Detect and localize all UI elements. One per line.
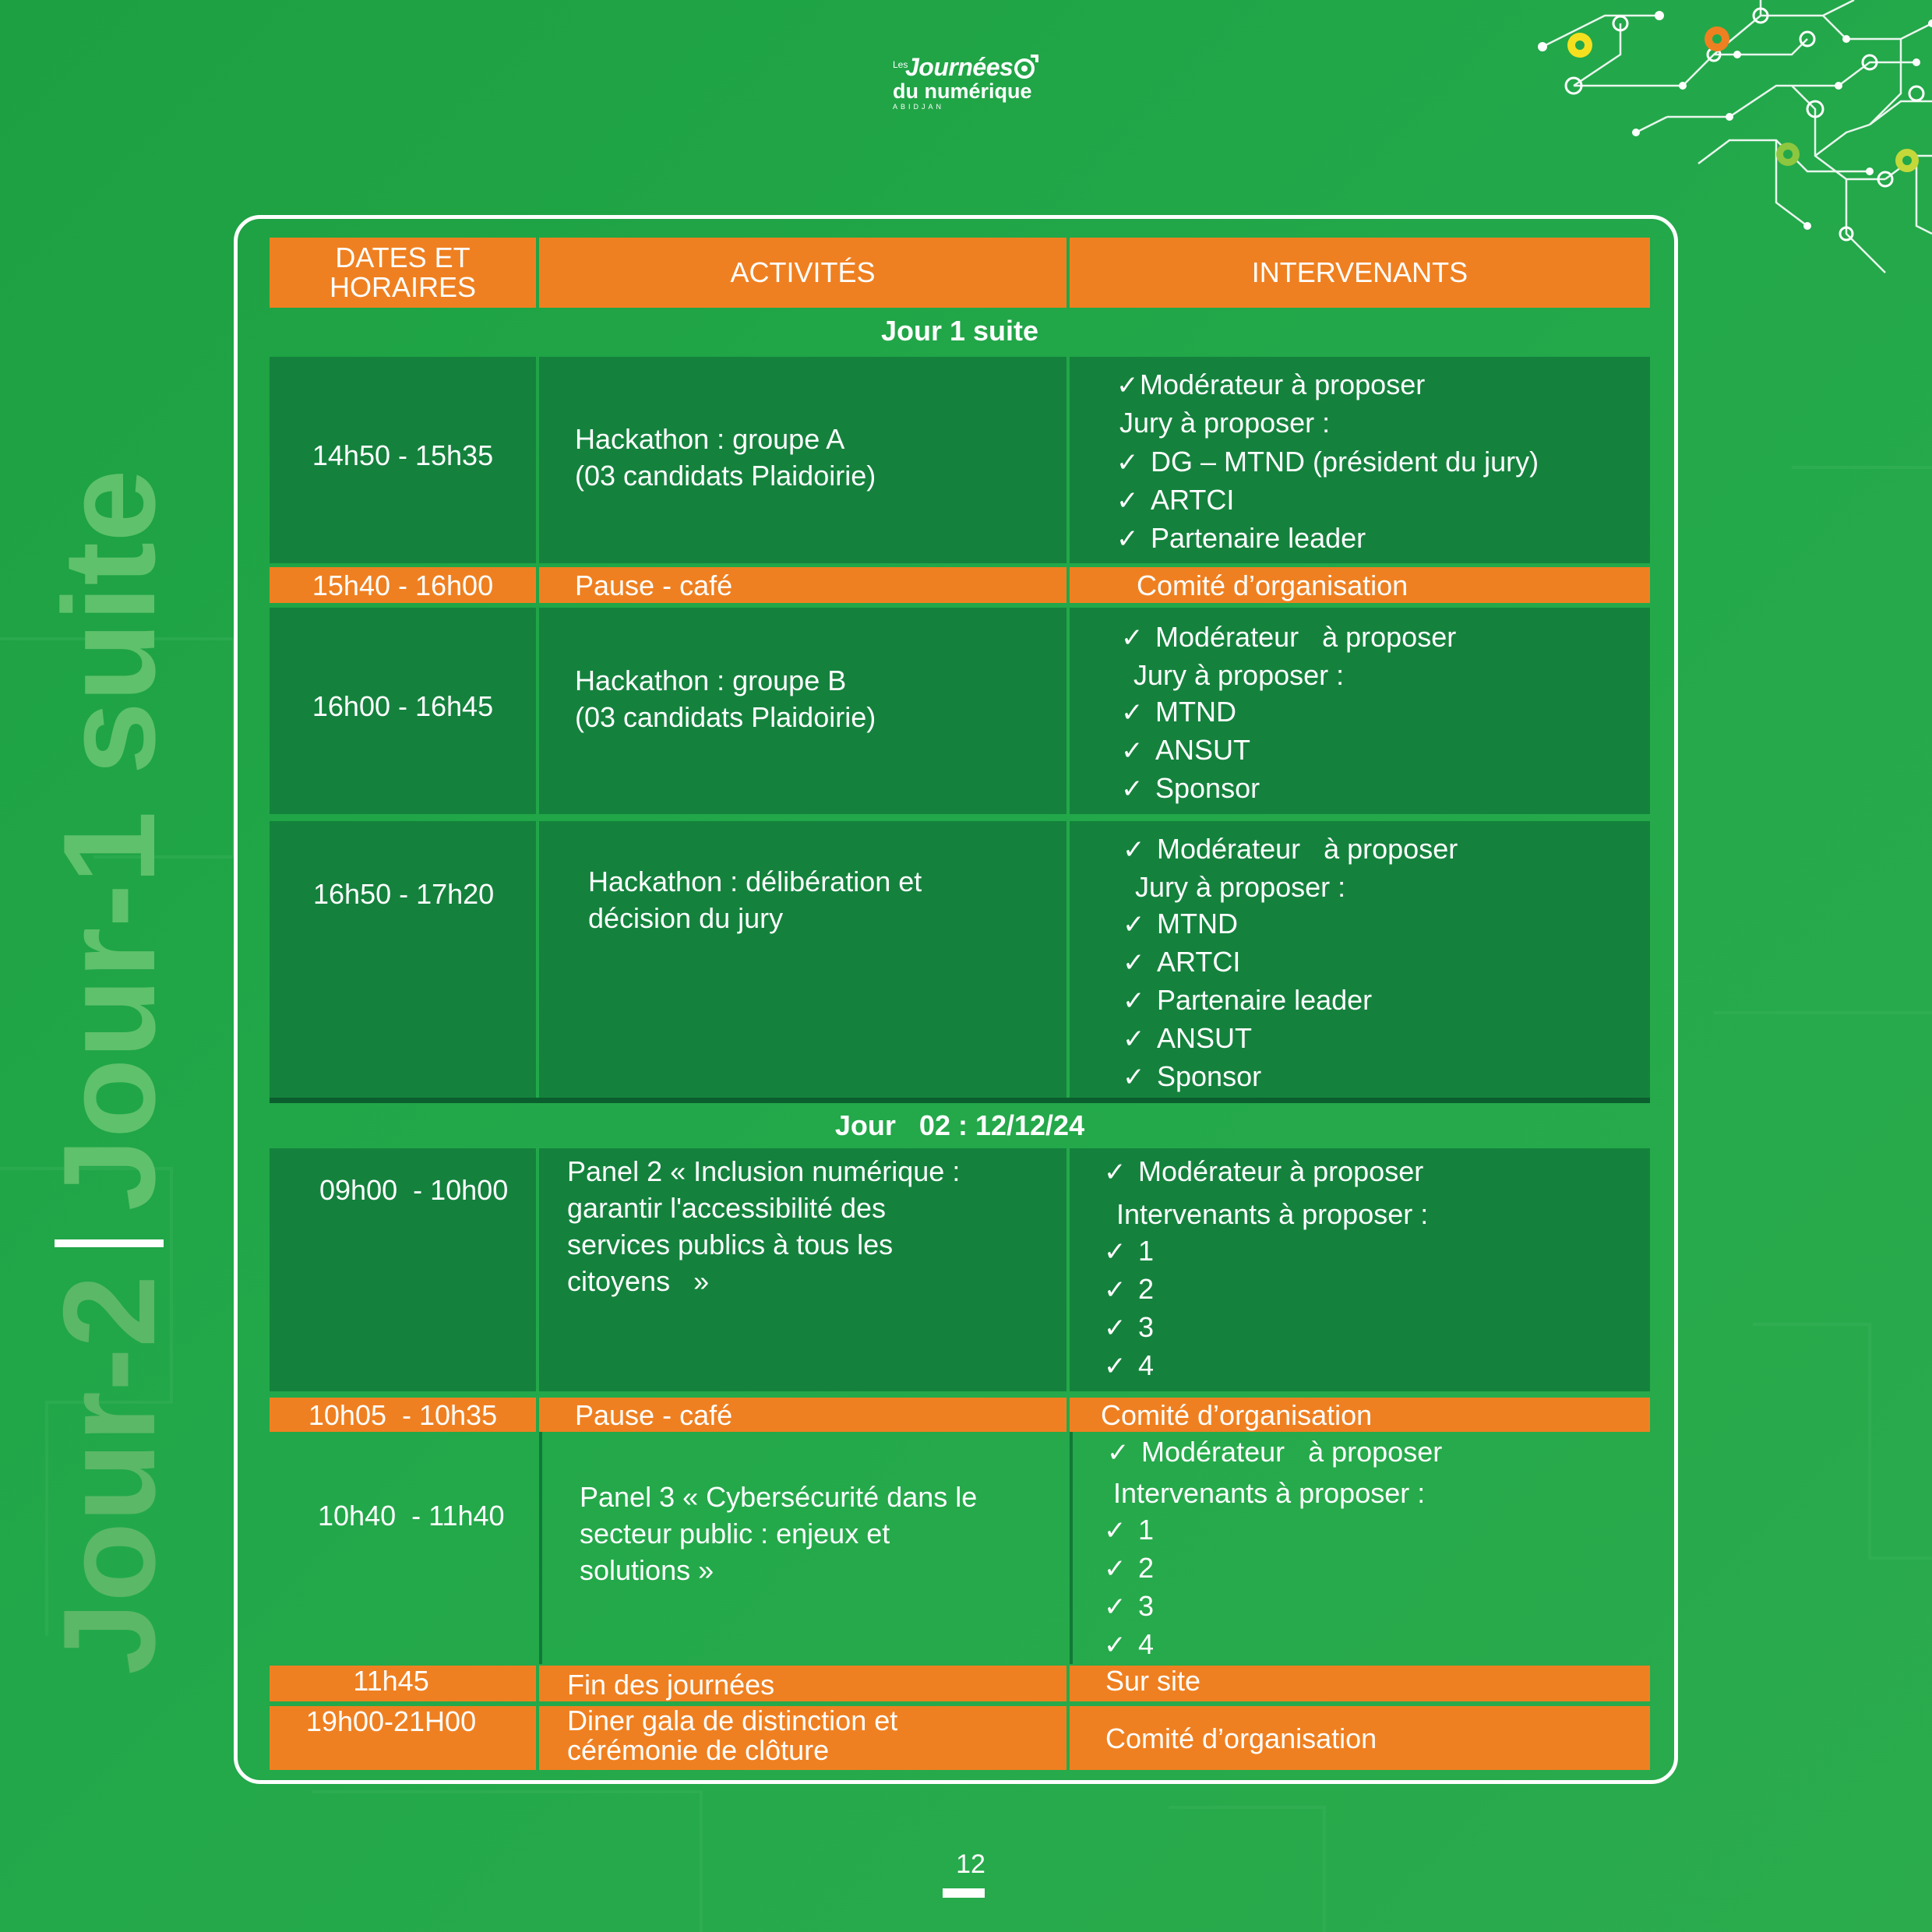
speakers-cell: Comité d’organisation xyxy=(1070,1398,1650,1432)
speaker-item xyxy=(1116,520,1650,558)
speaker-name: 2 xyxy=(1138,1552,1155,1584)
time-cell: 16h50 - 17h20 xyxy=(270,821,536,1098)
check-icon: ✓ xyxy=(1121,623,1144,653)
speakers-cell xyxy=(1070,357,1650,563)
activity-cell xyxy=(539,357,1066,563)
speaker-item xyxy=(1123,943,1650,982)
activity-line: Panel 3 « Cybersécurité dans le xyxy=(580,1481,978,1513)
check-icon: ✓ xyxy=(1123,835,1145,865)
speaker-name: 4 xyxy=(1138,1628,1155,1660)
speaker-item xyxy=(1121,732,1650,770)
check-icon: ✓ xyxy=(1104,1313,1126,1343)
speaker-name: 4 xyxy=(1138,1349,1155,1381)
speaker-item xyxy=(1116,481,1650,520)
table-row xyxy=(270,821,1650,1098)
activity-cell: Pause - café xyxy=(539,1398,1066,1432)
check-icon: ✓ xyxy=(1116,448,1139,478)
check-icon: ✓ xyxy=(1123,1024,1145,1054)
table-row xyxy=(270,567,1650,603)
check-icon: ✓ xyxy=(1116,371,1139,400)
speaker-name: ARTCI xyxy=(1151,484,1235,516)
day-divider xyxy=(270,1098,1650,1103)
activity-line: secteur public : enjeux et xyxy=(580,1518,890,1549)
speaker-name: ANSUT xyxy=(1155,734,1251,766)
page-number: 12 xyxy=(956,1849,985,1879)
speaker-item xyxy=(1104,1549,1650,1588)
table-row xyxy=(270,1706,1650,1770)
activity-cell: Pause - café xyxy=(539,567,1066,603)
time-cell: 10h05 - 10h35 xyxy=(270,1398,536,1432)
check-icon: ✓ xyxy=(1116,524,1139,554)
check-icon: ✓ xyxy=(1123,948,1145,978)
side-title xyxy=(31,195,187,1675)
table-row xyxy=(270,357,1650,563)
speaker-item xyxy=(1121,693,1650,732)
logo-line2: du numérique xyxy=(893,79,1032,103)
side-title-day2: Jour-2 xyxy=(36,1274,182,1675)
activity-cell xyxy=(539,1148,1066,1391)
time-cell: 19h00-21H00 xyxy=(270,1706,536,1770)
speakers-cell xyxy=(1070,608,1650,814)
moderator-text: Modérateur à proposer xyxy=(1140,368,1426,400)
check-icon: ✓ xyxy=(1121,736,1144,766)
activity-line: garantir l'accessibilité des xyxy=(567,1192,887,1224)
speaker-item xyxy=(1104,1309,1650,1347)
check-icon: ✓ xyxy=(1123,1063,1145,1092)
side-title-separator xyxy=(55,1239,164,1247)
day1-label: Jour 1 suite xyxy=(880,315,1039,347)
speakers-cell xyxy=(1070,1148,1650,1391)
activity-line: citoyens » xyxy=(567,1265,710,1297)
activity-line: (03 candidats Plaidoirie) xyxy=(575,460,876,492)
speaker-name: 3 xyxy=(1138,1590,1155,1622)
speaker-name: Sponsor xyxy=(1157,1060,1262,1092)
speaker-name: 1 xyxy=(1138,1235,1155,1267)
speaker-name: MTND xyxy=(1157,908,1238,940)
activity-line: Hackathon : groupe B xyxy=(575,665,847,696)
table-row xyxy=(270,608,1650,814)
activity-cell xyxy=(539,1706,1066,1770)
activity-line: Hackathon : groupe A xyxy=(575,423,845,455)
speakers-sub: Jury à proposer : xyxy=(1133,659,1345,691)
speakers-cell xyxy=(1070,1432,1650,1664)
check-icon: ✓ xyxy=(1116,486,1139,516)
day2-label xyxy=(270,1109,1650,1142)
speaker-item xyxy=(1104,1232,1650,1271)
time-cell: 11h45 xyxy=(270,1666,536,1701)
table-row xyxy=(270,1432,1650,1664)
speakers-cell: Sur site xyxy=(1070,1666,1650,1701)
check-icon: ✓ xyxy=(1104,1158,1126,1187)
time-cell: 15h40 - 16h00 xyxy=(270,567,536,603)
logo-gear-icon xyxy=(1009,51,1040,83)
speakers-cell xyxy=(1070,821,1650,1098)
speaker-name: ARTCI xyxy=(1157,946,1241,978)
speaker-name: 2 xyxy=(1138,1273,1155,1305)
table-row xyxy=(270,1148,1650,1391)
activity-line: Diner gala de distinction et xyxy=(567,1705,898,1736)
moderator-text: Modérateur à proposer xyxy=(1141,1436,1443,1468)
speakers-sub: Intervenants à proposer : xyxy=(1113,1477,1426,1509)
activity-cell xyxy=(539,821,1066,1098)
speaker-item xyxy=(1104,1588,1650,1626)
activity-cell xyxy=(539,1432,1066,1664)
moderator-text: Modérateur à proposer xyxy=(1138,1155,1424,1187)
table-header xyxy=(270,238,1650,308)
table-row xyxy=(270,1666,1650,1701)
event-logo xyxy=(888,48,1044,114)
speaker-item xyxy=(1123,1058,1650,1096)
activity-line: (03 candidats Plaidoirie) xyxy=(575,701,876,733)
activity-cell xyxy=(539,608,1066,814)
check-icon: ✓ xyxy=(1123,910,1145,940)
speaker-item xyxy=(1123,905,1650,943)
speaker-name: DG – MTND (président du jury) xyxy=(1151,446,1539,478)
moderator-text: Modérateur à proposer xyxy=(1157,833,1458,865)
header-dates: DATES ET HORAIRES xyxy=(270,238,536,308)
moderator-text: Modérateur à proposer xyxy=(1155,621,1457,653)
time-cell: 09h00 - 10h00 xyxy=(270,1148,536,1391)
check-icon: ✓ xyxy=(1104,1631,1126,1660)
speaker-item xyxy=(1104,1347,1650,1385)
speakers-sub: Jury à proposer : xyxy=(1135,871,1346,903)
speaker-item xyxy=(1104,1511,1650,1549)
speakers-cell: Comité d’organisation xyxy=(1070,1706,1650,1770)
speaker-name: 3 xyxy=(1138,1311,1155,1343)
check-icon: ✓ xyxy=(1104,1275,1126,1305)
speaker-name: Partenaire leader xyxy=(1151,522,1366,554)
speaker-name: 1 xyxy=(1138,1514,1155,1546)
page-number-underline xyxy=(943,1888,985,1898)
day2-label-text: Jour 02 : 12/12/24 xyxy=(834,1109,1085,1141)
header-speakers: INTERVENANTS xyxy=(1070,238,1650,308)
check-icon: ✓ xyxy=(1121,698,1144,728)
logo-line1: Journées xyxy=(905,53,1014,81)
activity-line: solutions » xyxy=(580,1554,714,1586)
activity-line: Panel 2 « Inclusion numérique : xyxy=(567,1155,961,1187)
logo-city: ABIDJAN xyxy=(893,103,945,111)
check-icon: ✓ xyxy=(1104,1516,1126,1546)
side-title-day1: Jour-1 suite xyxy=(36,469,182,1211)
check-icon: ✓ xyxy=(1104,1352,1126,1381)
activity-line: cérémonie de clôture xyxy=(567,1734,830,1766)
logo-prefix: Les xyxy=(893,59,908,70)
speaker-name: MTND xyxy=(1155,696,1236,728)
table-row xyxy=(270,1398,1650,1432)
activity-line: Hackathon : délibération et xyxy=(588,866,922,897)
speakers-sub: Jury à proposer : xyxy=(1119,407,1331,439)
check-icon: ✓ xyxy=(1104,1592,1126,1622)
check-icon: ✓ xyxy=(1123,986,1145,1016)
time-cell: 14h50 - 15h35 xyxy=(270,357,536,563)
speaker-item xyxy=(1123,1020,1650,1058)
speaker-item xyxy=(1104,1626,1650,1664)
speaker-name: ANSUT xyxy=(1157,1022,1253,1054)
speaker-name: Partenaire leader xyxy=(1157,984,1373,1016)
check-icon: ✓ xyxy=(1107,1438,1130,1468)
time-cell: 16h00 - 16h45 xyxy=(270,608,536,814)
header-activities: ACTIVITÉS xyxy=(539,238,1066,308)
activity-cell: Fin des journées xyxy=(539,1666,1066,1701)
check-icon: ✓ xyxy=(1121,774,1144,804)
speaker-item xyxy=(1123,982,1650,1020)
check-icon: ✓ xyxy=(1104,1554,1126,1584)
speakers-cell: Comité d’organisation xyxy=(1070,567,1650,603)
speaker-name: Sponsor xyxy=(1155,772,1260,804)
time-cell: 10h40 - 11h40 xyxy=(318,1500,505,1532)
speakers-sub: Intervenants à proposer : xyxy=(1116,1198,1429,1230)
speaker-item xyxy=(1116,443,1650,481)
speaker-item xyxy=(1104,1271,1650,1309)
activity-line: services publics à tous les xyxy=(567,1229,894,1260)
check-icon: ✓ xyxy=(1104,1237,1126,1267)
speaker-item xyxy=(1121,770,1650,808)
activity-line: décision du jury xyxy=(588,902,784,934)
